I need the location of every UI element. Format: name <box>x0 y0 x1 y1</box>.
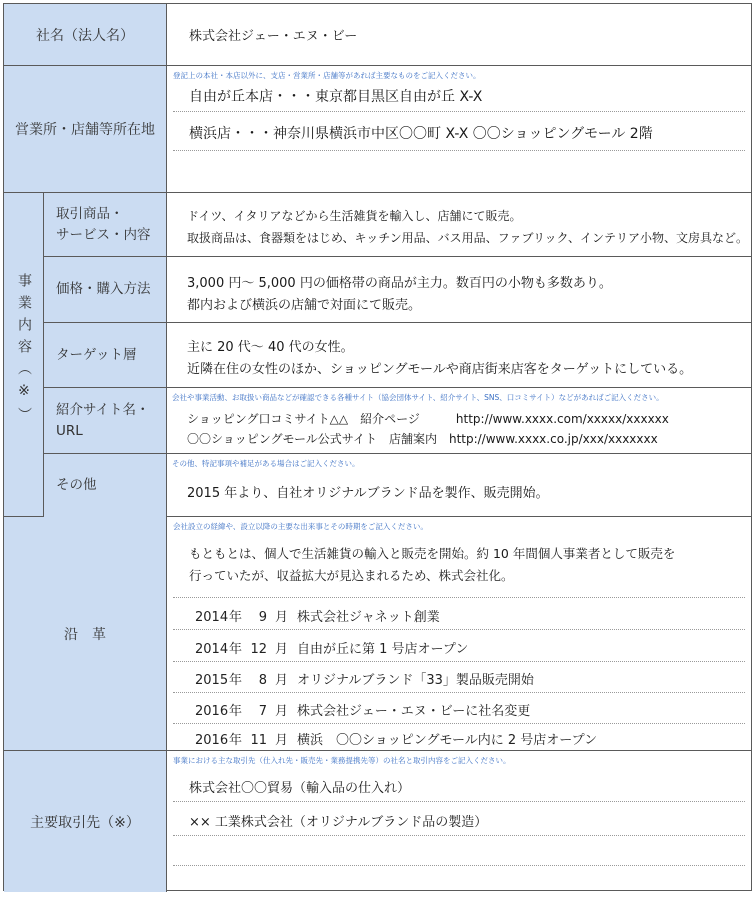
event-month: 8 <box>258 673 267 688</box>
month-unit: 月 <box>275 642 289 657</box>
sites-note: 会社や事業活動、お取扱い商品などが確認できる各種サイト（協会団体サイト、紹介サイト、SNS、口コミサイト）などがあればご記入ください。 <box>172 393 664 402</box>
site-line: ショッピング口コミサイト△△ 紹介ページ http://www.xxxx.com/xxxxx/xxxxxx <box>187 412 669 426</box>
locations-row <box>4 66 751 193</box>
dotted-rule <box>173 111 745 112</box>
business-label-text: 事業内容（※） <box>16 273 32 429</box>
event-year: 2014 <box>195 642 229 657</box>
event-text: オリジナルブランド「33」製品販売開始 <box>297 673 534 688</box>
event-month: 11 <box>250 733 267 748</box>
month-unit: 月 <box>275 673 289 688</box>
history-label: 沿 革 <box>4 517 167 750</box>
event-year: 2015 <box>195 673 229 688</box>
target-line: 主に 20 代～ 40 代の女性。 <box>187 340 354 355</box>
dotted-rule <box>173 150 745 151</box>
price-label: 価格・購入方法 <box>44 257 167 322</box>
event-month: 12 <box>250 642 267 657</box>
year-unit: 年 <box>229 642 243 657</box>
company-profile-form <box>3 3 752 891</box>
price-line: 都内および横浜の店舗で対面にて販売。 <box>187 298 422 313</box>
event-month: 9 <box>258 610 267 625</box>
price-cell <box>167 257 751 322</box>
event-text: 自由が丘に第 1 号店オープン <box>297 642 469 657</box>
dotted-rule <box>173 801 745 802</box>
products-label <box>44 193 167 256</box>
sites-label-2: URL <box>56 422 83 439</box>
year-unit: 年 <box>229 673 243 688</box>
sites-cell <box>167 388 751 453</box>
event-month: 7 <box>258 704 267 719</box>
month-unit: 月 <box>275 610 289 625</box>
target-line: 近隣在住の女性のほか、ショッピングモールや商店街来店客をターゲットにしている。 <box>187 362 693 377</box>
history-cell <box>167 517 751 750</box>
sites-label-1: 紹介サイト名・ <box>56 401 150 418</box>
dotted-rule <box>173 692 745 693</box>
partner-line: ×× 工業株式会社（オリジナルブランド品の製造） <box>189 815 488 830</box>
dotted-rule <box>173 723 745 724</box>
partners-label: 主要取引先（※） <box>4 751 167 892</box>
target-row <box>44 323 751 388</box>
dotted-rule <box>173 835 745 836</box>
partner-line: 株式会社〇〇貿易（輸入品の仕入れ） <box>189 781 411 796</box>
dotted-rule <box>173 629 745 630</box>
event-text: 株式会社ジェー・エヌ・ビーに社名変更 <box>297 704 531 719</box>
other-label: その他 <box>44 454 167 517</box>
dotted-rule <box>173 661 745 662</box>
year-unit: 年 <box>229 704 243 719</box>
history-event <box>195 669 534 688</box>
month-unit: 月 <box>275 733 289 748</box>
year-unit: 年 <box>229 733 243 748</box>
location-line: 横浜店・・・神奈川県横浜市中区〇〇町 X-X 〇〇ショッピングモール 2階 <box>189 126 653 142</box>
locations-cell <box>167 66 751 192</box>
event-text: 株式会社ジャネット創業 <box>297 610 440 625</box>
event-text: 横浜 〇〇ショッピングモール内に 2 号店オープン <box>297 733 598 748</box>
month-unit: 月 <box>275 704 289 719</box>
other-note: その他、特記事項や補足がある場合はご記入ください。 <box>172 459 360 468</box>
sites-row <box>44 388 751 454</box>
products-cell <box>167 193 751 256</box>
history-row <box>4 517 751 751</box>
target-cell <box>167 323 751 387</box>
history-event <box>195 638 468 657</box>
history-note: 会社設立の経緯や、設立以降の主要な出来事とその時期をご記入ください。 <box>173 522 428 531</box>
products-label-1: 取引商品・ <box>56 205 124 222</box>
event-year: 2014 <box>195 610 229 625</box>
history-intro-line: 行っていたが、収益拡大が見込まれるため、株式会社化。 <box>189 568 514 583</box>
other-row <box>44 454 751 517</box>
dotted-rule <box>173 865 745 866</box>
event-year: 2016 <box>195 704 229 719</box>
business-label <box>4 193 44 516</box>
other-line: 2015 年より、自社オリジナルブランド品を製作、販売開始。 <box>187 486 549 501</box>
history-intro-line: もともとは、個人で生活雑貨の輸入と販売を開始。約 10 年間個人事業者として販売を <box>189 546 676 561</box>
locations-note: 登記上の本社・本店以外に、支店・営業所・店舗等があれば主要なものをご記入ください。 <box>173 71 481 80</box>
year-unit: 年 <box>229 610 243 625</box>
event-year: 2016 <box>195 733 229 748</box>
products-label-2: サービス・内容 <box>56 226 151 243</box>
other-cell <box>167 454 751 517</box>
locations-label: 営業所・店舗等所在地 <box>4 66 167 192</box>
company-row <box>4 4 751 66</box>
partners-row <box>4 751 751 892</box>
company-cell <box>167 4 751 65</box>
partners-cell <box>167 751 751 892</box>
partners-note: 事業における主な取引先（仕入れ先・販売先・業務提携先等）の社名と取引内容をご記入ください。 <box>173 756 511 765</box>
dotted-rule <box>173 597 745 598</box>
products-row <box>44 193 751 257</box>
products-line: 取扱商品は、食器類をはじめ、キッチン用品、バス用品、ファブリック、インテリア小物、文房具など。 <box>187 231 749 245</box>
site-line: 〇〇ショッピングモール公式サイト 店舗案内 http://www.xxxx.co.jp/xxx/xxxxxxx <box>187 432 658 446</box>
sites-label <box>44 388 167 453</box>
price-row <box>44 257 751 323</box>
company-value: 株式会社ジェー・エヌ・ビー <box>189 29 358 44</box>
company-label: 社名（法人名） <box>4 4 167 65</box>
price-line: 3,000 円～ 5,000 円の価格帯の商品が主力。数百円の小物も多数あり。 <box>187 276 612 291</box>
location-line: 自由が丘本店・・・東京都目黒区自由が丘 X-X <box>189 89 483 105</box>
history-event <box>195 700 530 719</box>
history-event <box>195 729 597 748</box>
products-line: ドイツ、イタリアなどから生活雑貨を輸入し、店舗にて販売。 <box>187 209 522 223</box>
history-event <box>195 606 440 625</box>
target-label: ターゲット層 <box>44 323 167 387</box>
business-row <box>4 193 751 517</box>
